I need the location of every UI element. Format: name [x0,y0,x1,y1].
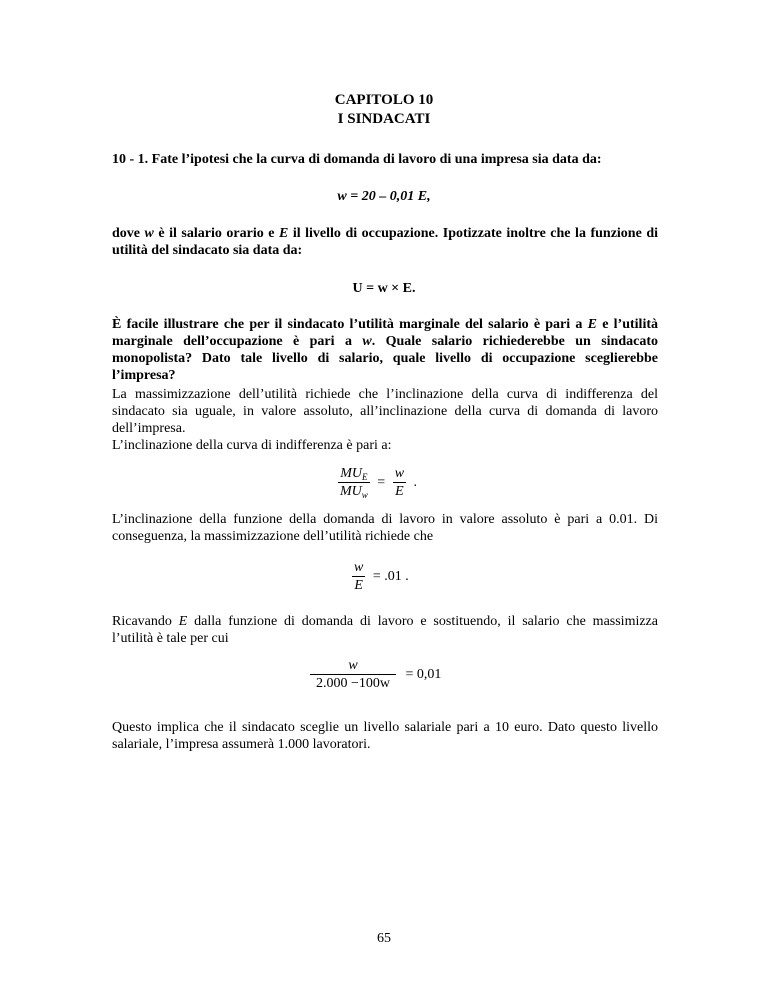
equation-labor-demand: w = 20 – 0,01 E, [337,189,431,204]
equation-optimal-ratio: $\frac{w}{E}$ = .01 . [354,560,409,593]
chapter-title: I SINDACATI [337,111,431,127]
answer-paragraph-5: Questo implica che il sindacato sceglie un livello salariale pari a 10 euro. Dato questo livello salariale, l’impresa assumerà 1.000 lavoratori. [112,720,658,752]
page-number: 65 [377,931,391,946]
answer-paragraph-1: La massimizzazione dell’utilità richiede che l’inclinazione della curva di indifferenza del sindacato sia uguale, in valore assoluto, all’inclinazione della curva di domanda di lavoro dell’impresa. [112,387,658,436]
answer-paragraph-3: L’inclinazione della funzione della domanda di lavoro in valore assoluto è pari a 0.01. Di conseguenza, la massimizzazione dell’utilità richiede che [112,512,658,544]
answer-paragraph-4: Ricavando E dalla funzione di domanda di lavoro e sostituendo, il salario che massimizza l’utilità è tale per cui [112,614,658,646]
chapter-number: CAPITOLO 10 [334,92,434,108]
question-definitions: dove w è il salario orario e E il livello di occupazione. Ipotizzate inoltre che la funzione di utilità del sindacato sia data da: [112,226,658,258]
equation-utility: U = w × E. [352,281,416,296]
equation-indifference-slope: $\frac{MU_E}{MU_w}$ = $\frac{w}{E}$ . [340,466,418,500]
answer-paragraph-2: L’inclinazione della curva di indifferenza è pari a: [112,438,392,453]
question-prompt: È facile illustrare che per il sindacato l’utilità marginale del salario è pari a E e l’utilità marginale dell’occupazione è pari a w. Quale salario richiederebbe un sindacato monopolista? Dato tale livello di salario, quale livello di occupazione sceglierebbe l’impresa? [112,317,659,383]
question-intro: 10 - 1. Fate l’ipotesi che la curva di domanda di lavoro di una impresa sia data da: [112,152,602,167]
equation-wage-solution: $\frac{w}{2.000 -100w}$ = 0,01 [310,657,510,692]
